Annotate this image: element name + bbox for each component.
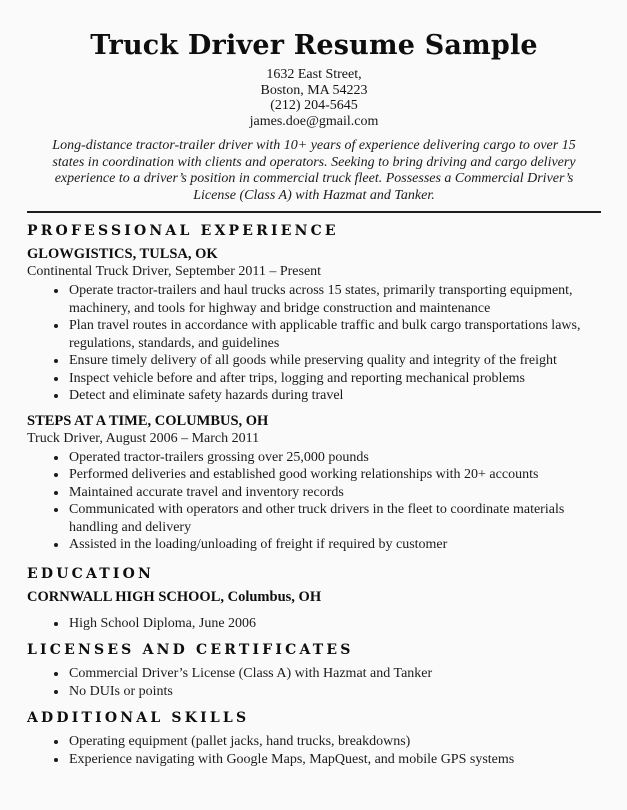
page-title: Truck Driver Resume Sample [90,30,538,61]
bullet-item: • Ensure timely delivery of all goods while preserving quality and integrity of the freight [68,352,601,370]
section-heading-additional-skills: ADDITIONAL SKILLS [27,710,250,726]
section-divider [27,211,601,213]
contact-email: james.doe@gmail.com [249,113,379,129]
job-entry-glowgistics [27,246,601,405]
section-heading-education: EDUCATION [27,565,155,582]
bullet-item: • Commercial Driver’s License (Class A) with Hazmat and Tanker [68,665,601,683]
section-additional-skills [27,710,601,768]
job-title-dates: Continental Truck Driver, September 2011 – Present [27,264,322,279]
bullet-item: • Operating equipment (pallet jacks, hand trucks, breakdowns) [68,733,601,751]
bullet-item: • Inspect vehicle before and after trips, logging and reporting mechanical problems [68,370,601,388]
bullet-item: • Operated tractor-trailers grossing over 25,000 pounds [68,449,601,467]
job-bullet-list [27,449,601,554]
bullet-item: • Performed deliveries and established good working relationships with 20+ accounts [68,466,601,484]
summary-paragraph: Long-distance tractor-trailer driver with 10+ years of experience delivering cargo to over 15 states in coordination with clients and operators. Seeking to bring driving and cargo delivery experience to a driver’s position in commercial truck fleet. Possesses a Commercial Driver’s License (Class A) with Hazmat and Tanker. [52,138,576,203]
company-name: GLOWGISTICS, TULSA, OK [27,246,218,262]
bullet-item: • Communicated with operators and other truck drivers in the fleet to coordinate materials handling and delivery [68,501,601,536]
contact-address-line1: 1632 East Street, [266,67,362,82]
bullet-item: • Detect and eliminate safety hazards during travel [68,387,601,405]
section-education [27,566,601,633]
job-entry-steps-at-a-time [27,413,601,554]
bullet-item: • No DUIs or points [68,683,601,701]
section-professional-experience [27,223,601,554]
contact-phone: (212) 204-5645 [270,98,358,113]
contact-block [27,67,601,129]
bullet-item: • Maintained accurate travel and inventory records [68,484,601,502]
job-bullet-list [27,282,601,405]
section-heading-licenses: LICENSES AND CERTIFICATES [27,642,354,658]
school-name: CORNWALL HIGH SCHOOL, Columbus, OH [27,588,322,605]
licenses-bullet-list [27,665,601,700]
education-bullet-list [27,615,601,633]
company-name: STEPS AT A TIME, COLUMBUS, OH [27,412,269,429]
bullet-item: • Plan travel routes in accordance with applicable traffic and bulk cargo transportations laws, regulations, standards, and guidelines [68,317,601,352]
job-title-dates: Truck Driver, August 2006 – March 2011 [27,430,260,446]
section-licenses-and-certificates [27,642,601,700]
bullet-item: • Experience navigating with Google Maps, MapQuest, and mobile GPS systems [68,751,601,769]
section-heading-professional-experience: PROFESSIONAL EXPERIENCE [27,223,339,239]
bullet-item: • Assisted in the loading/unloading of freight if required by customer [68,536,601,554]
skills-bullet-list [27,733,601,768]
contact-address-line2: Boston, MA 54223 [260,82,368,98]
bullet-item: • High School Diploma, June 2006 [68,615,601,633]
bullet-item: • Operate tractor-trailers and haul trucks across 15 states, primarily transporting equipment, machinery, and tools for highway and bridge construction and maintenance [68,282,601,317]
